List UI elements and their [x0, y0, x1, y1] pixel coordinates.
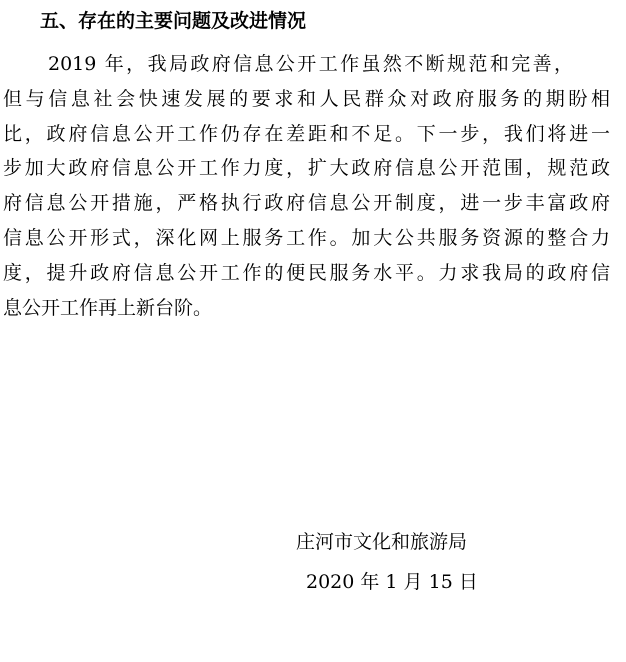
paragraph-line: 步加大政府信息公开工作力度，扩大政府信息公开范围，规范政 [3, 157, 610, 180]
paragraph-line: 度，提升政府信息公开工作的便民服务水平。力求我局的政府信 [3, 261, 610, 284]
paragraph-line: 比，政府信息公开工作仍存在差距和不足。下一步，我们将进一 [3, 122, 610, 145]
section-heading: 五、存在的主要问题及改进情况 [40, 10, 307, 32]
paragraph-line: 信息公开形式，深化网上服务工作。加大公共服务资源的整合力 [3, 226, 610, 249]
body-paragraph [3, 47, 610, 325]
paragraph-line: 息公开工作再上新台阶。 [3, 296, 213, 319]
signature-date: 2020 年 1 月 15 日 [306, 571, 478, 593]
paragraph-line: 府信息公开措施，严格执行政府信息公开制度，进一步丰富政府 [3, 192, 610, 215]
signature-organization: 庄河市文化和旅游局 [296, 531, 468, 553]
paragraph-line: 2019 年，我局政府信息公开工作虽然不断规范和完善， [48, 53, 573, 75]
paragraph-line: 但与信息社会快速发展的要求和人民群众对政府服务的期盼相 [3, 87, 610, 110]
